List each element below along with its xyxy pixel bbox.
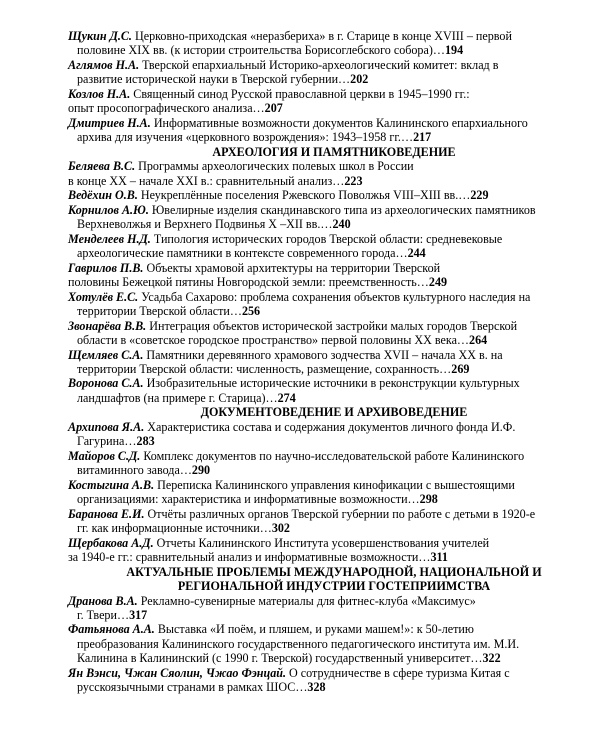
author-name: Козлов Н.А. (68, 86, 131, 101)
toc-entry-line (68, 101, 600, 115)
author-name: Дмитриев Н.А. (68, 115, 151, 130)
toc-entry-line (68, 637, 600, 651)
author-name: Фатьянова А.А. (68, 622, 155, 637)
toc-entry (68, 159, 600, 187)
page-number: 194 (444, 43, 464, 58)
entry-title-text: русскоязычными странами в рамках ШОС… (77, 679, 308, 694)
entry-title-text: Программы археологических полевых школ в России (138, 159, 414, 174)
author-name: Хотулёв Е.С. (68, 289, 139, 304)
page-number: 317 (129, 607, 148, 622)
entry-title-text: гг. как информационные источники… (77, 521, 272, 535)
author-name: Щукин Д.С. (68, 29, 132, 43)
entry-title-text: Ювелирные изделия скандинавского типа из археологических памятников (151, 203, 536, 218)
author-name: Ведёхин О.В. (68, 188, 138, 203)
toc-entry-line (68, 116, 600, 130)
toc-entry-line (68, 275, 600, 289)
page-number: 302 (271, 521, 290, 535)
entry-title-text: археологические памятники в контексте современного города… (77, 246, 408, 261)
table-of-contents (68, 29, 600, 694)
section-heading-line: АРХЕОЛОГИЯ И ПАМЯТНИКОВЕДЕНИЕ (212, 144, 456, 159)
toc-entry-line (68, 159, 600, 173)
page-number: 283 (136, 434, 155, 449)
page-number: 290 (191, 463, 211, 478)
toc-entry (68, 203, 600, 231)
toc-entry-line (68, 680, 600, 694)
toc-entry-line (68, 203, 600, 217)
entry-title-text: Отчёты различных органов Тверской губернии по работе с детьми в 1920-е (147, 506, 536, 521)
entry-title-text: Изобразительные исторические источники в реконструкции культурных (146, 376, 520, 391)
entry-title-text: Переписка Калининского управления кинофикации с вышестоящими (157, 477, 515, 492)
page-number: 202 (350, 72, 369, 87)
page-number: 229 (470, 188, 489, 203)
toc-entry-line (68, 29, 600, 43)
toc-entry-line (68, 376, 600, 390)
entry-title-text: организациями: характеристика и информативные возможности… (77, 492, 420, 507)
entry-title-text: опыт просопографического анализа… (68, 100, 265, 115)
author-name: Звонарёва В.В. (68, 318, 147, 333)
section-heading (68, 565, 600, 593)
toc-entry (68, 622, 600, 664)
author-name: Ян Вэнси, Чжан Сяолин, Чжао Фэнцай. (68, 665, 286, 680)
entry-title-text: Священный синод Русской православной церкви в 1945–1990 гг.: (133, 86, 470, 101)
toc-entry-line (68, 43, 600, 57)
toc-entry-line (68, 261, 600, 275)
toc-entry (68, 87, 600, 115)
entry-title-text: за 1940-е гг.: сравнительный анализ и информативные возможности… (68, 549, 431, 564)
toc-entry-line (68, 608, 600, 622)
toc-entry-line (68, 492, 600, 506)
toc-entry (68, 594, 600, 622)
toc-entry-line (68, 594, 600, 608)
entry-title-text: территории Тверской области: численность, размещение, сохранность… (77, 361, 452, 376)
page-number: 223 (344, 173, 363, 188)
entry-title-text: Неукреплённые поселения Ржевского Поволжья VIII–XIII вв.… (140, 188, 471, 203)
toc-entry-line (68, 391, 600, 405)
entry-title-text: Информативные возможности документов Калининского епархиального (153, 115, 528, 130)
author-name: Майоров С.Д. (68, 449, 141, 464)
toc-entry-line (68, 536, 600, 550)
author-name: Архипова Я.А. (68, 420, 145, 435)
toc-entry-line (68, 246, 600, 260)
entry-title-text: г. Твери… (77, 607, 130, 622)
toc-entry-line (68, 130, 600, 144)
page-number: 256 (241, 303, 261, 318)
author-name: Корнилов А.Ю. (68, 203, 149, 218)
toc-entry (68, 58, 600, 86)
entry-title-text: Объекты храмовой архитектуры на территории Тверской (146, 260, 441, 275)
author-name: Беляева В.С. (68, 159, 136, 174)
entry-title-text: О сотрудничестве в сфере туризма Китая с (289, 665, 510, 680)
toc-entry-line (68, 72, 600, 86)
entry-title-text: архива для изучения «церковного возрождения»: 1943–1958 гг.… (77, 129, 414, 144)
entry-title-text: преобразования Калининского государственного педагогического института им. М.И. (77, 636, 520, 651)
toc-entry-line (68, 434, 600, 448)
entry-title-text: Характеристика состава и содержания документов личного фонда И.Ф. (147, 420, 516, 435)
toc-entry-line (68, 232, 600, 246)
entry-title-text: Памятники деревянного храмового зодчества XVII – начала XX в. на (146, 347, 503, 362)
toc-entry-line (68, 521, 600, 535)
entry-title-text: Калинина в Калининский (с 1990 г. Тверской) государственный университет… (77, 650, 483, 665)
section-heading (68, 405, 600, 419)
toc-entry-line (68, 319, 600, 333)
toc-entry-line (68, 420, 600, 434)
toc-entry (68, 290, 600, 318)
toc-entry (68, 29, 600, 57)
entry-title-text: Гагурина… (77, 434, 137, 449)
entry-title-text: Верхневолжья и Верхнего Подвинья X –XII вв.… (77, 217, 333, 232)
toc-entry-line (68, 333, 600, 347)
entry-title-text: половине XIX вв. (к истории строительства Борисоглебского собора)… (77, 43, 445, 58)
toc-entry-line (68, 550, 600, 564)
toc-entry (68, 319, 600, 347)
toc-entry-line (68, 188, 600, 202)
entry-title-text: Усадьба Сахарово: проблема сохранения объектов культурного наследия на (141, 289, 531, 304)
toc-entry (68, 348, 600, 376)
toc-entry (68, 478, 600, 506)
page-number: 322 (482, 650, 501, 665)
author-name: Костыгина А.В. (68, 477, 155, 492)
toc-entry-line (68, 174, 600, 188)
toc-entry (68, 536, 600, 564)
page-number: 328 (307, 679, 326, 694)
entry-title-text: Комплекс документов по научно-исследовательской работе Калининского (143, 449, 525, 464)
entry-title-text: ландшафтов (на примере г. Старица)… (77, 390, 278, 405)
entry-title-text: Церковно-приходская «неразбериха» в г. Старице в конце XVIII – первой (134, 29, 512, 43)
toc-entry-line (68, 507, 600, 521)
section-heading-line: ДОКУМЕНТОВЕДЕНИЕ И АРХИВОВЕДЕНИЕ (200, 405, 468, 420)
page-number: 264 (469, 332, 488, 347)
entry-title-text: Интеграция объектов исторической застройки малых городов Тверской (149, 318, 518, 333)
author-name: Гаврилов П.В. (68, 260, 144, 275)
toc-entry (68, 666, 600, 694)
entry-title-text: области в «советское городское пространство» первой половины XX века… (77, 332, 470, 347)
author-name: Щербакова А.Д. (68, 535, 154, 550)
toc-entry-line (68, 348, 600, 362)
author-name: Менделеев Н.Д. (68, 231, 151, 246)
toc-entry-line (68, 87, 600, 101)
entry-title-text: витаминного завода… (77, 463, 192, 478)
toc-entry-line (68, 666, 600, 680)
page-number: 269 (451, 361, 470, 376)
author-name: Аглямов Н.А. (68, 57, 140, 72)
toc-entry-line (68, 58, 600, 72)
toc-entry (68, 420, 600, 448)
entry-title-text: Выставка «И поём, и пляшем, и руками машем!»: к 50-летию (157, 622, 474, 637)
page-number: 274 (277, 390, 296, 405)
page-number: 249 (428, 275, 448, 289)
entry-title-text: Тверской епархиальный Историко-археологический комитет: вклад в (142, 57, 499, 72)
toc-entry-line (68, 463, 600, 477)
author-name: Щемляев С.А. (68, 347, 144, 362)
page-number: 244 (407, 246, 426, 261)
page-number: 311 (430, 549, 448, 564)
toc-entry (68, 449, 600, 477)
entry-title-text: в конце XX – начале XXI в.: сравнительный анализ… (68, 173, 345, 188)
author-name: Воронова С.А. (68, 376, 144, 391)
toc-entry-line (68, 478, 600, 492)
toc-entry (68, 507, 600, 535)
author-name: Баранова Е.И. (68, 506, 145, 521)
toc-entry (68, 188, 600, 202)
toc-entry (68, 232, 600, 260)
entry-title-text: половины Бежецкой пятины Новгородской земли: преемственность… (68, 275, 429, 289)
page-number: 217 (413, 129, 432, 144)
section-heading-line: РЕГИОНАЛЬНОЙ ИНДУСТРИИ ГОСТЕПРИИМСТВА (177, 578, 491, 593)
page-number: 240 (332, 217, 351, 232)
entry-title-text: развитие исторической науки в Тверской губернии… (77, 72, 351, 87)
toc-entry-line (68, 304, 600, 318)
section-heading (68, 145, 600, 159)
toc-entry-line (68, 217, 600, 231)
page-number: 207 (264, 100, 283, 115)
toc-entry-line (68, 362, 600, 376)
entry-title-text: Отчеты Калининского Института усовершенствования учителей (156, 535, 490, 550)
author-name: Дранова В.А. (68, 593, 138, 608)
toc-entry-line (68, 449, 600, 463)
entry-title-text: Типология исторических городов Тверской области: средневековые (153, 231, 503, 246)
entry-title-text: Рекламно-сувенирные материалы для фитнес-клуба «Максимус» (140, 593, 476, 608)
entry-title-text: территории Тверской области… (77, 303, 242, 318)
toc-entry-line (68, 651, 600, 665)
toc-entry-line (68, 290, 600, 304)
page-number: 298 (419, 492, 438, 507)
section-heading-line: АКТУАЛЬНЫЕ ПРОБЛЕМЫ МЕЖДУНАРОДНОЙ, НАЦИОНАЛЬНОЙ И (126, 564, 542, 579)
toc-entry (68, 261, 600, 289)
toc-entry (68, 376, 600, 404)
toc-entry (68, 116, 600, 144)
toc-entry-line (68, 622, 600, 636)
